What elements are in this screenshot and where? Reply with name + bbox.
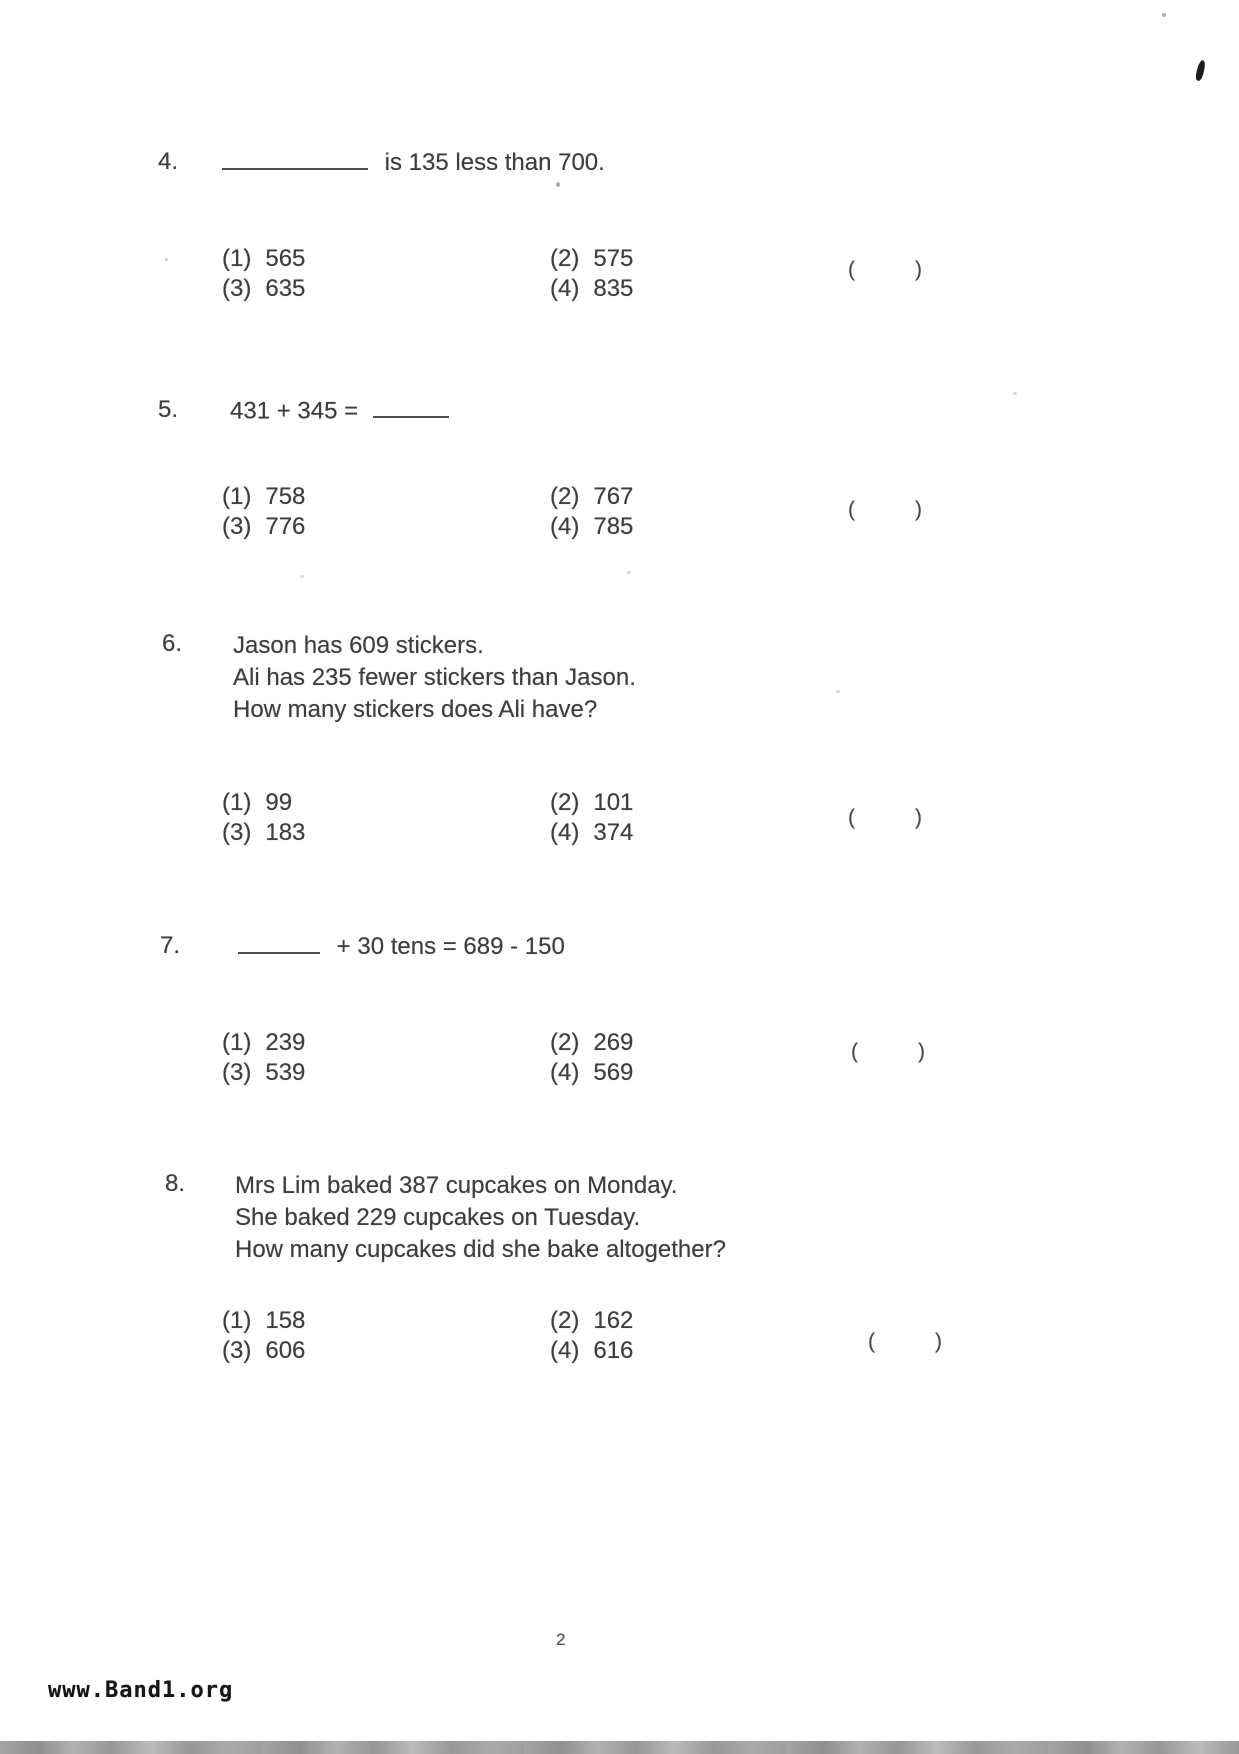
option-label: (2) — [550, 245, 580, 272]
option-3 — [222, 274, 550, 304]
option-2 — [550, 1028, 633, 1058]
options-question-6 — [222, 788, 633, 848]
option-label: (2) — [550, 1029, 580, 1056]
option-2 — [550, 244, 633, 274]
option-value: 569 — [593, 1059, 634, 1086]
question-stem — [235, 1170, 726, 1266]
stem-line-3: How many cupcakes did she bake altogether? — [235, 1236, 726, 1263]
scan-speck — [165, 258, 168, 261]
option-label: (1) — [222, 245, 252, 272]
options-question-8 — [222, 1306, 633, 1366]
option-4 — [550, 818, 633, 848]
question-stem — [230, 396, 449, 425]
option-label: (4) — [550, 1337, 580, 1364]
bracket-open: ( — [848, 498, 855, 521]
option-4 — [550, 274, 633, 304]
option-3 — [222, 1058, 550, 1088]
option-value: 616 — [593, 1337, 634, 1364]
option-label: (1) — [222, 1029, 252, 1056]
answer-brackets — [848, 806, 922, 830]
question-stem — [238, 932, 565, 961]
question-stem — [222, 148, 605, 177]
stem-text: + 30 tens = 689 - 150 — [336, 933, 565, 961]
option-1 — [222, 1028, 550, 1058]
watermark-url: www.Band1.org — [48, 1678, 234, 1703]
bracket-open: ( — [848, 258, 855, 281]
option-2 — [550, 482, 633, 512]
option-value: 776 — [265, 513, 306, 540]
pen-mark — [1195, 59, 1207, 81]
answer-blank-line — [373, 396, 449, 418]
option-value: 374 — [593, 819, 634, 846]
option-1 — [222, 1306, 550, 1336]
question-number: 4. — [158, 148, 179, 175]
option-4 — [550, 512, 633, 542]
stem-line-2: Ali has 235 fewer stickers than Jason. — [233, 664, 636, 691]
option-value: 606 — [265, 1337, 306, 1364]
question-number: 7. — [160, 932, 181, 959]
answer-blank-line — [238, 932, 320, 954]
option-label: (4) — [550, 275, 580, 302]
option-1 — [222, 482, 550, 512]
option-value: 183 — [265, 819, 306, 846]
option-3 — [222, 818, 550, 848]
question-number: 8. — [165, 1170, 186, 1197]
option-label: (1) — [222, 1307, 252, 1334]
answer-brackets — [848, 498, 922, 522]
option-value: 835 — [593, 275, 634, 302]
option-label: (3) — [222, 513, 252, 540]
option-value: 239 — [265, 1029, 306, 1056]
scan-speck — [556, 182, 560, 187]
option-2 — [550, 1306, 633, 1336]
options-question-5 — [222, 482, 633, 542]
option-label: (2) — [550, 789, 580, 816]
option-label: (1) — [222, 483, 252, 510]
option-value: 539 — [265, 1059, 306, 1086]
option-label: (3) — [222, 275, 252, 302]
stem-text: is 135 less than 700. — [384, 149, 605, 177]
scan-speck — [627, 571, 631, 574]
stem-line-1: Mrs Lim baked 387 cupcakes on Monday. — [235, 1172, 678, 1199]
option-label: (2) — [550, 483, 580, 510]
option-1 — [222, 788, 550, 818]
option-2 — [550, 788, 633, 818]
option-value: 269 — [593, 1029, 634, 1056]
scan-speck — [300, 575, 304, 578]
options-question-4 — [222, 244, 633, 304]
stem-line-2: She baked 229 cupcakes on Tuesday. — [235, 1204, 641, 1231]
option-label: (2) — [550, 1307, 580, 1334]
option-value: 575 — [593, 245, 634, 272]
option-1 — [222, 244, 550, 274]
option-4 — [550, 1336, 633, 1366]
answer-brackets — [868, 1330, 942, 1354]
option-label: (4) — [550, 819, 580, 846]
option-label: (4) — [550, 513, 580, 540]
question-number: 5. — [158, 396, 179, 423]
option-value: 158 — [265, 1307, 306, 1334]
bracket-open: ( — [868, 1330, 875, 1353]
option-3 — [222, 512, 550, 542]
option-value: 162 — [593, 1307, 634, 1334]
option-value: 99 — [265, 789, 293, 816]
answer-blank-line — [222, 148, 368, 170]
bracket-close: ) — [915, 258, 922, 281]
option-value: 767 — [593, 483, 634, 510]
options-question-7 — [222, 1028, 633, 1088]
bracket-close: ) — [918, 1040, 925, 1063]
question-stem — [233, 630, 636, 726]
option-value: 635 — [265, 275, 306, 302]
bracket-close: ) — [935, 1330, 942, 1353]
stem-text: 431 + 345 = — [230, 397, 359, 425]
scan-speck — [836, 690, 840, 693]
option-value: 785 — [593, 513, 634, 540]
bracket-close: ) — [915, 806, 922, 829]
answer-brackets — [851, 1040, 925, 1064]
option-label: (3) — [222, 1059, 252, 1086]
option-label: (4) — [550, 1059, 580, 1086]
answer-brackets — [848, 258, 922, 282]
option-value: 758 — [265, 483, 306, 510]
option-value: 101 — [593, 789, 634, 816]
bracket-open: ( — [851, 1040, 858, 1063]
option-value: 565 — [265, 245, 306, 272]
option-3 — [222, 1336, 550, 1366]
stem-line-3: How many stickers does Ali have? — [233, 696, 598, 723]
scan-speck — [1162, 13, 1166, 17]
bracket-close: ) — [915, 498, 922, 521]
option-label: (1) — [222, 789, 252, 816]
question-number: 6. — [162, 630, 183, 657]
scan-edge-strip — [0, 1741, 1239, 1754]
option-label: (3) — [222, 1337, 252, 1364]
option-4 — [550, 1058, 633, 1088]
option-label: (3) — [222, 819, 252, 846]
page-number: 2 — [556, 1630, 566, 1649]
stem-line-1: Jason has 609 stickers. — [233, 632, 484, 659]
scan-speck — [1013, 392, 1017, 395]
bracket-open: ( — [848, 806, 855, 829]
